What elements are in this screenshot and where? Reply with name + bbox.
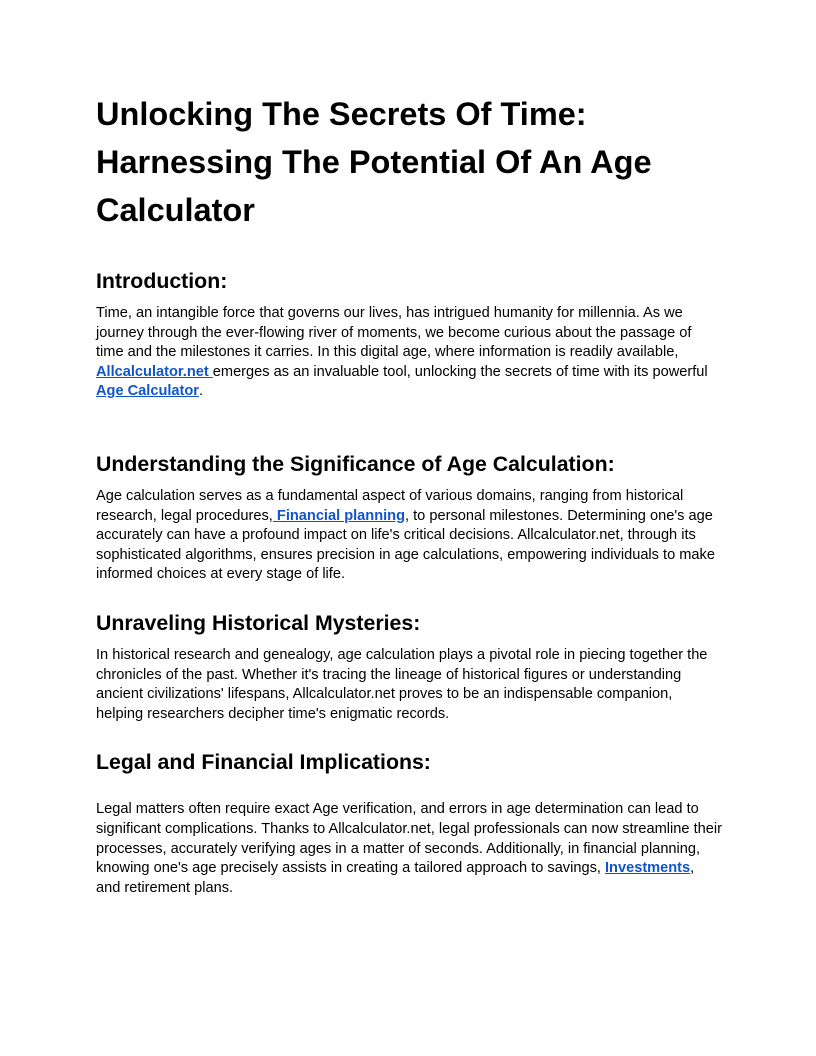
- paragraph-text: , and retirement plans.: [96, 860, 695, 896]
- paragraph-historical: In historical research and genealogy, age calculation plays a pivotal role in piecing together the chronicles of the past. Whether it's tracing the lineage of historical figures or understanding ancient civilizations' lifespans, Allcalculator.net proves to be an indispensable companion, helping researchers decipher time's enigmatic records.: [96, 646, 708, 722]
- section-significance: [96, 449, 722, 585]
- paragraph-legal: [96, 800, 722, 898]
- section-heading-significance: Understanding the Significance of Age Calculation:: [96, 451, 615, 476]
- document-page: [96, 90, 722, 898]
- paragraph-text: .: [199, 383, 204, 400]
- section-introduction: [96, 266, 722, 402]
- section-legal: [96, 747, 722, 898]
- page-title: Unlocking The Secrets Of Time: Harnessing The Potential Of An Age Calculator: [96, 96, 652, 228]
- section-heading-introduction: Introduction:: [96, 269, 228, 293]
- link-investments[interactable]: Investments: [605, 860, 691, 877]
- section-heading-historical: Unraveling Historical Mysteries:: [96, 610, 421, 635]
- paragraph-text: emerges as an invaluable tool, unlocking the secrets of time with its powerful: [212, 363, 708, 380]
- link-age-calculator[interactable]: Age Calculator: [96, 383, 199, 400]
- paragraph-significance: [96, 487, 722, 585]
- paragraph-introduction: [96, 304, 722, 402]
- link-financial-planning[interactable]: Financial planning: [272, 507, 406, 524]
- section-historical: [96, 608, 722, 724]
- paragraph-text: Age calculation serves as a fundamental aspect of various domains, ranging from historical research, legal procedures,: [96, 487, 684, 524]
- link-allcalculator[interactable]: Allcalculator.net: [96, 363, 213, 380]
- paragraph-text: , to personal milestones. Determining one's age accurately can have a profound impact on life's critical decisions. Allcalculator.net, through its sophisticated algorithms, ensures precision in age calculations, empowering individuals to make informed choices at every stage of life.: [96, 507, 715, 583]
- paragraph-text: Legal matters often require exact Age verification, and errors in age determination can lead to significant complications. Thanks to Allcalculator.net, legal professionals can now streamline their processes, accurately verifying ages in a matter of seconds. Additionally, in financial planning, knowing one's age precisely assists in creating a tailored approach to savings,: [96, 801, 722, 877]
- paragraph-text: Time, an intangible force that governs our lives, has intrigued humanity for millennia. As we journey through the ever-flowing river of moments, we become curious about the passage of time and the milestones it carries. In this digital age, where information is readily available,: [96, 305, 692, 361]
- section-heading-legal: Legal and Financial Implications:: [96, 750, 431, 775]
